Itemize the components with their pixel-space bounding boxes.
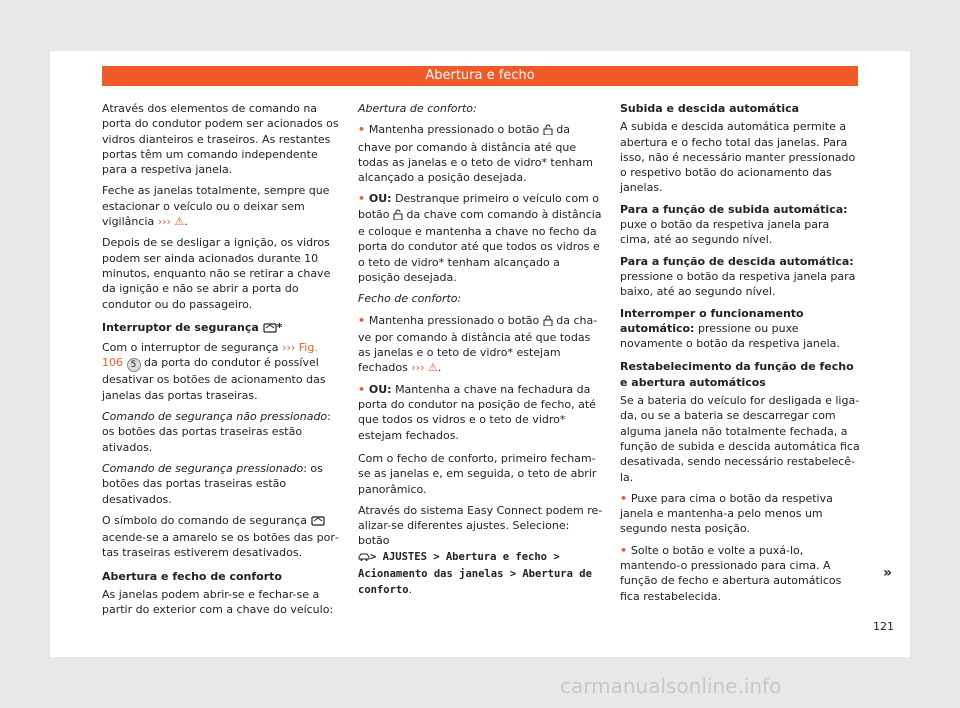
column-2: [358, 101, 604, 605]
bullet-item: • OU: Mantenha a chave na fechadura da porta do condutor na posição de fecho, até que todos os vidros e o teto de vidro* estejam fechados.: [358, 382, 604, 443]
reference-arrows[interactable]: ›››: [157, 215, 171, 229]
warning-icon: ⚠: [174, 215, 185, 229]
continue-marker: »: [882, 565, 892, 581]
lock-icon: [543, 315, 553, 330]
paragraph: O símbolo do comando de segurança acende-se a amarelo se os botões das portas traseiras estiverem desativados.: [102, 513, 339, 560]
bullet-item: • OU: Destranque primeiro o veículo com o botão da chave com comando à distância e coloque e mantenha a chave no fecho da porta do condutor até que todos os vidros e o teto de vidro* tenham alcançado a posição desejada.: [358, 191, 604, 285]
paragraph: Para a função de descida automática: pressione o botão da respetiva janela para baixo, até ao segundo nível.: [620, 254, 856, 299]
watermark: carmanualsonline.info: [560, 674, 782, 698]
paragraph: Para a função de subida automática: puxe o botão da respetiva janela para cima, até ao segundo nível.: [620, 202, 848, 247]
paragraph: Com o fecho de conforto, primeiro fecham-se as janelas e, em seguida, o teto de abrir panorâmico.: [358, 451, 597, 496]
heading-interruptor: Interruptor de segurança *: [102, 320, 340, 337]
paragraph: Através do sistema Easy Connect podem realizar-se diferentes ajustes. Selecione: botão > AJUSTES > Abertura e fecho > Acionamento das janelas > Abertura de conforto.: [358, 503, 603, 597]
paragraph: Comando de segurança pressionado: os botões das portas traseiras estão desativados.: [102, 461, 323, 506]
subheading-abertura: Abertura de conforto:: [358, 102, 477, 115]
paragraph: Depois de se desligar a ignição, os vidros podem ser ainda acionados durante 10 minutos, enquanto não se retirar a chave da ignição e não se abrir a porta do condutor ou do passageiro.: [102, 236, 331, 311]
bullet-item: • Mantenha pressionado o botão da chave por comando à distância até que todas as janelas e o teto de vidro* tenham alcançado a posição desejada.: [358, 122, 604, 185]
column-3: [620, 101, 860, 610]
paragraph: Com o interruptor de segurança ››› Fig. 106 5 da porta do condutor é possível desativar os botões de acionamento das janelas das portas traseiras.: [102, 341, 326, 402]
callout-number: 5: [127, 358, 141, 372]
paragraph: Feche as janelas totalmente, sempre que estacionar o veículo ou o deixar sem vigilância ››› ⚠.: [102, 184, 330, 229]
paragraph: A subida e descida automática permite a abertura e o fecho total das janelas. Para isso, não é necessário manter pressionado o respetivo botão do acionamento das janelas.: [620, 120, 856, 195]
heading-conforto: Abertura e fecho de conforto: [102, 569, 282, 583]
paragraph: As janelas podem abrir-se e fechar-se a partir do exterior com a chave do veículo:: [102, 588, 334, 617]
paragraph: Comando de segurança não pressionado: os botões das portas traseiras estão ativados.: [102, 410, 331, 454]
figure-reference[interactable]: ››› Fig. 106: [102, 341, 318, 370]
paragraph: Interromper o funcionamento automático: pressione ou puxe novamente o botão da respetiva janela.: [620, 306, 840, 351]
reference-arrows[interactable]: ›››: [411, 361, 425, 375]
paragraph: Através dos elementos de comando na porta do condutor podem ser acionados os vidros dianteiros e traseiros. As restantes portas têm um comando independente para a respetiva janela.: [102, 102, 339, 177]
heading-automatica: Subida e descida automática: [620, 102, 800, 115]
page-number: 121: [873, 620, 894, 633]
unlock-icon: [543, 124, 553, 139]
car-icon: [358, 551, 370, 566]
menu-path: > AJUSTES > Abertura e fecho > Acionamento das janelas > Abertura de conforto: [358, 550, 592, 597]
window-lock-icon: [311, 515, 325, 530]
column-1: [102, 101, 340, 624]
bullet-item: • Puxe para cima o botão da respetiva janela e mantenha-a pelo menos um segundo nesta posição.: [620, 491, 860, 537]
paragraph: Se a bateria do veículo for desligada e ligada, ou se a bateria se descarregar com alguma janela não totalmente fechada, a função de subida e descida automática fica desativada, sendo necessário restabelecê-la.: [620, 394, 860, 484]
unlock-icon: [393, 209, 403, 224]
bullet-item: • Solte o botão e volte a puxá-lo, mantendo-o pressionado para cima. A função de fecho e abertura automáticos fica restabelecida.: [620, 543, 860, 604]
section-header: Abertura e fecho: [102, 66, 858, 86]
bullet-item: • Mantenha pressionado o botão da chave por comando à distância até que todas as janelas e o teto de vidro* estejam fechados ››› ⚠.: [358, 313, 604, 376]
heading-restabelecimento: Restabelecimento da função de fecho e abertura automáticos: [620, 360, 854, 389]
warning-icon: ⚠: [428, 361, 438, 375]
window-lock-icon: [263, 322, 277, 337]
subheading-fecho: Fecho de conforto:: [358, 292, 462, 306]
manual-page: [50, 51, 910, 657]
